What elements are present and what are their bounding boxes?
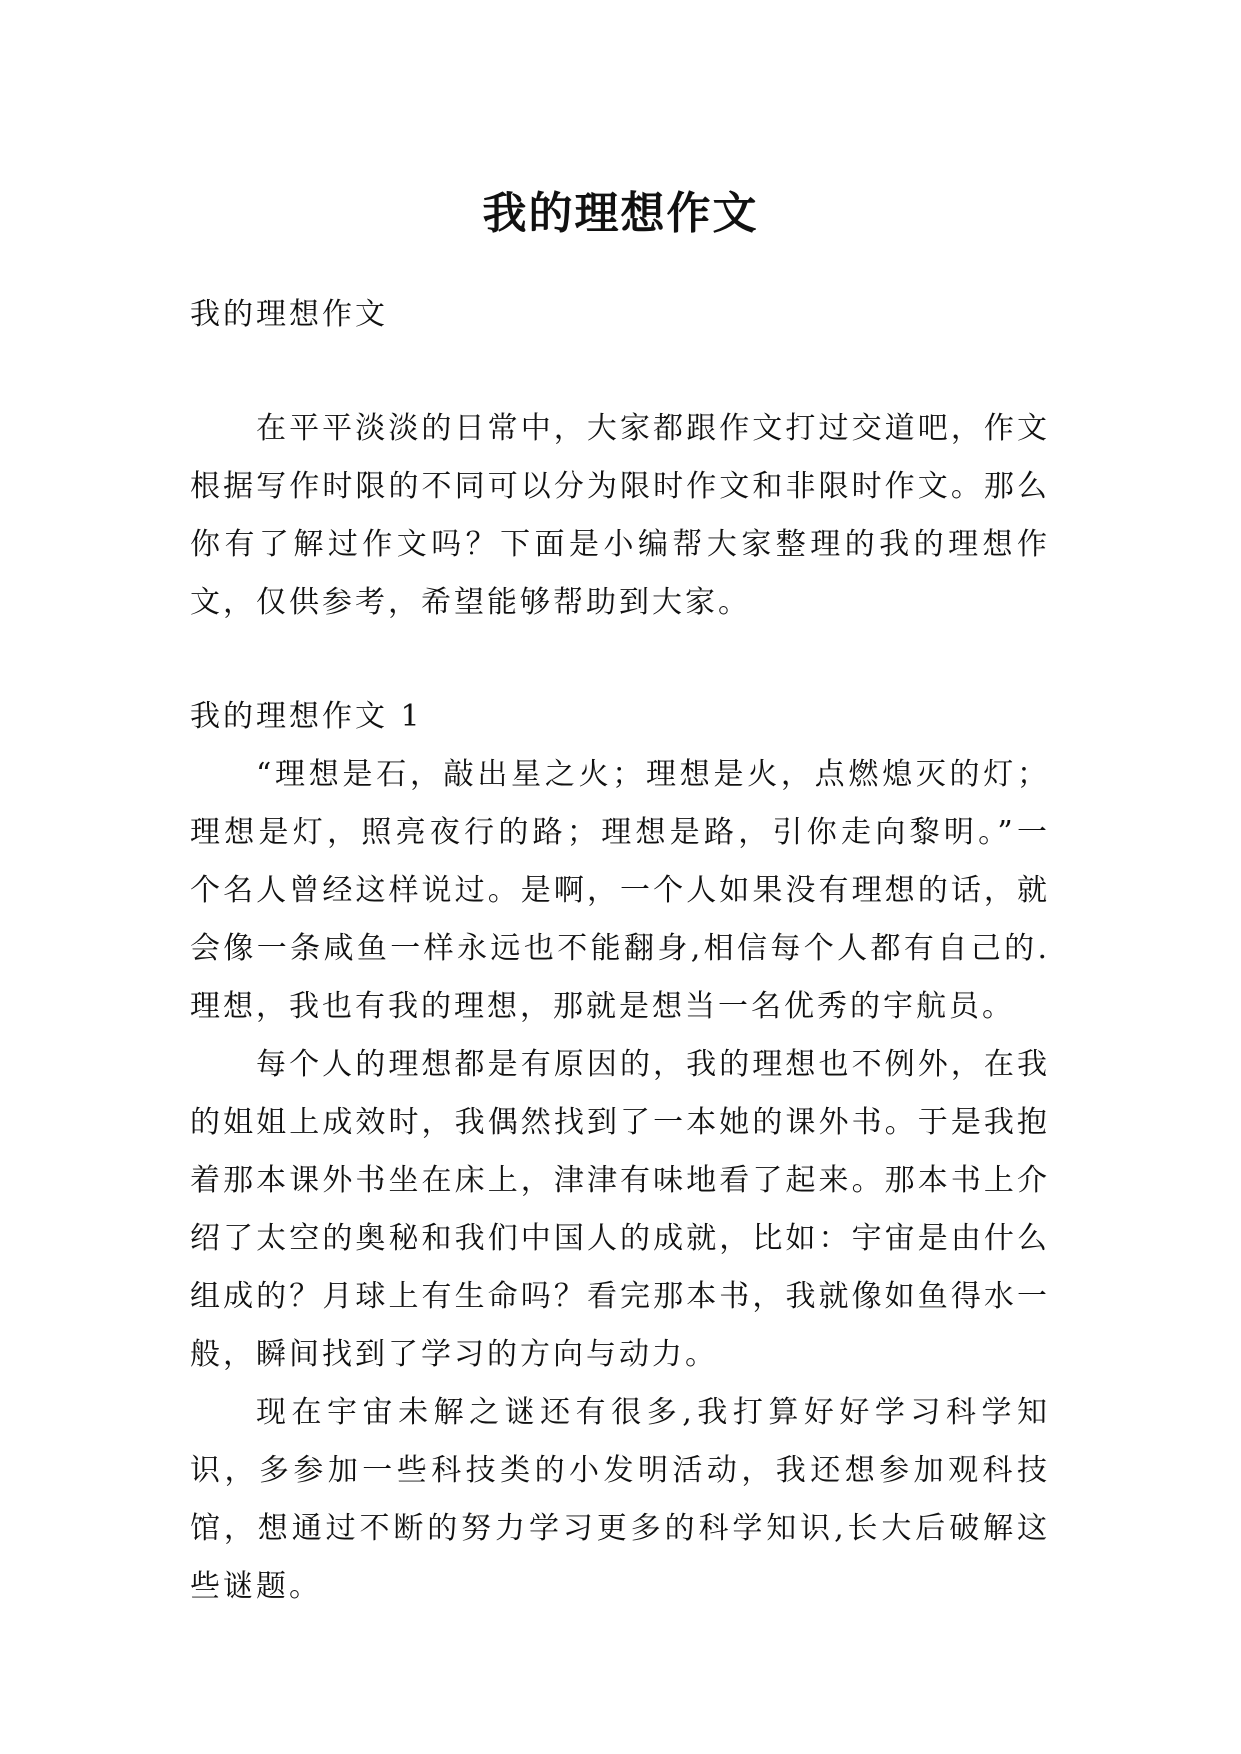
paragraph: 现在宇宙未解之谜还有很多,我打算好好学习科学知识，多参加一些科技类的小发明活动，我还想参加观科技馆，想通过不断的努力学习更多的科学知识,长大后破解这些谜题。: [190, 1395, 1050, 1604]
spacer: [190, 632, 1050, 688]
intro-paragraph: 在平平淡淡的日常中，大家都跟作文打过交道吧，作文根据写作时限的不同可以分为限时作文和非限时作文。那么你有了解过作文吗？下面是小编帮大家整理的我的理想作文，仅供参考，希望能够帮助到大家。: [190, 411, 1050, 620]
document-body: [190, 286, 1050, 1616]
spacer: [190, 344, 1050, 400]
document-subtitle: 我的理想作文: [190, 297, 388, 332]
paragraph: 每个人的理想都是有原因的，我的理想也不例外，在我的姐姐上成效时，我偶然找到了一本她的课外书。于是我抱着那本课外书坐在床上，津津有味地看了起来。那本书上介绍了太空的奥秘和我们中国人的成就，比如：宇宙是由什么组成的？月球上有生命吗？看完那本书，我就像如鱼得水一般，瞬间找到了学习的方向与动力。: [190, 1047, 1050, 1372]
paragraph: “理想是石，敲出星之火；理想是火，点燃熄灭的灯；理想是灯，照亮夜行的路；理想是路，引你走向黎明。”一个名人曾经这样说过。是啊，一个人如果没有理想的话，就会像一条咸鱼一样永远也不能翻身,相信每个人都有自己的.理想，我也有我的理想，那就是想当一名优秀的宇航员。: [190, 757, 1050, 1024]
section-heading: 我的理想作文 1: [190, 699, 423, 734]
document-title: 我的理想作文: [482, 188, 759, 240]
